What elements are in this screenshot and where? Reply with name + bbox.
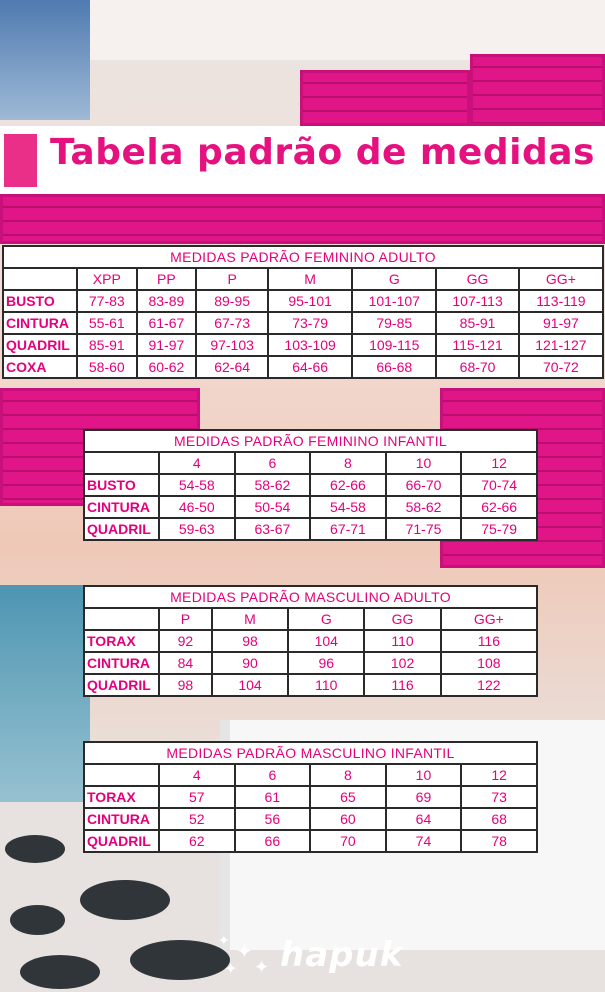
cell: 77-83	[77, 290, 137, 312]
cell: 55-61	[77, 312, 137, 334]
row-label: CINTURA	[84, 808, 159, 830]
stone	[10, 905, 65, 935]
row-label: TORAX	[84, 630, 159, 652]
table-row	[3, 312, 603, 334]
size-header: XPP	[77, 268, 137, 290]
table-row	[84, 474, 537, 496]
cell: 64-66	[268, 356, 352, 378]
cell: 68	[461, 808, 537, 830]
table-caption: MEDIDAS PADRÃO MASCULINO ADULTO	[84, 586, 537, 608]
sparkle-icon: ✦	[224, 959, 238, 978]
cell: 64	[386, 808, 462, 830]
cell: 95-101	[268, 290, 352, 312]
cell: 73-79	[268, 312, 352, 334]
cell: 97-103	[196, 334, 268, 356]
size-header-row	[84, 764, 537, 786]
cell: 110	[288, 674, 364, 696]
table-caption: MEDIDAS PADRÃO FEMININO INFANTIL	[84, 430, 537, 452]
cell: 101-107	[352, 290, 436, 312]
table-feminino-infantil	[83, 429, 538, 541]
cell: 65	[310, 786, 386, 808]
cell: 54-58	[310, 496, 386, 518]
size-header: 10	[386, 764, 462, 786]
cell: 61	[235, 786, 311, 808]
cell: 110	[364, 630, 440, 652]
size-header: 12	[461, 764, 537, 786]
size-header: 6	[235, 452, 311, 474]
sparkle-icon: ✦	[218, 933, 230, 949]
cell: 102	[364, 652, 440, 674]
table-row	[84, 808, 537, 830]
cell: 58-62	[235, 474, 311, 496]
table-row	[84, 630, 537, 652]
cell: 59-63	[159, 518, 235, 540]
cell: 75-79	[461, 518, 537, 540]
stone	[130, 940, 230, 980]
table-masculino-adulto	[83, 585, 538, 697]
cell: 91-97	[137, 334, 197, 356]
size-header: 6	[235, 764, 311, 786]
cell: 56	[235, 808, 311, 830]
brand-name: hapuk	[280, 935, 404, 975]
size-header: GG	[364, 608, 440, 630]
size-header: 10	[386, 452, 462, 474]
cell: 90	[212, 652, 288, 674]
cell: 67-73	[196, 312, 268, 334]
cell: 122	[441, 674, 537, 696]
sky-area	[0, 0, 90, 120]
cell: 58-62	[386, 496, 462, 518]
cell: 57	[159, 786, 235, 808]
row-label: BUSTO	[84, 474, 159, 496]
row-label: CINTURA	[84, 652, 159, 674]
cell: 104	[288, 630, 364, 652]
cell: 66-68	[352, 356, 436, 378]
size-header: 12	[461, 452, 537, 474]
cell: 61-67	[137, 312, 197, 334]
cell: 66	[235, 830, 311, 852]
size-header: 8	[310, 452, 386, 474]
brand-logo	[218, 933, 404, 985]
cell: 62-66	[310, 474, 386, 496]
cell: 70-74	[461, 474, 537, 496]
table-masculino-infantil	[83, 741, 538, 853]
cell: 89-95	[196, 290, 268, 312]
size-header: M	[212, 608, 288, 630]
cell: 103-109	[268, 334, 352, 356]
size-header-row	[3, 268, 603, 290]
cell: 60-62	[137, 356, 197, 378]
cell: 107-113	[436, 290, 518, 312]
cell: 92	[159, 630, 212, 652]
stone	[80, 880, 170, 920]
cell: 78	[461, 830, 537, 852]
page-title: Tabela padrão de medidas	[50, 132, 595, 173]
cell: 67-71	[310, 518, 386, 540]
size-header: GG	[436, 268, 518, 290]
cell: 58-60	[77, 356, 137, 378]
title-banner	[0, 126, 605, 194]
cell: 79-85	[352, 312, 436, 334]
cell: 73	[461, 786, 537, 808]
size-header: 8	[310, 764, 386, 786]
title-accent-block	[4, 134, 37, 187]
size-header: P	[159, 608, 212, 630]
cell: 83-89	[137, 290, 197, 312]
table-row	[3, 334, 603, 356]
cell: 70-72	[519, 356, 603, 378]
size-header: GG+	[519, 268, 603, 290]
cell: 98	[212, 630, 288, 652]
cell: 104	[212, 674, 288, 696]
cell: 66-70	[386, 474, 462, 496]
row-label: CINTURA	[3, 312, 77, 334]
row-label: QUADRIL	[84, 830, 159, 852]
size-header: P	[196, 268, 268, 290]
cell: 62	[159, 830, 235, 852]
table-row	[3, 356, 603, 378]
row-label: QUADRIL	[84, 674, 159, 696]
cell: 62-64	[196, 356, 268, 378]
cell: 116	[364, 674, 440, 696]
table-row	[84, 652, 537, 674]
table-row	[3, 290, 603, 312]
row-label: CINTURA	[84, 496, 159, 518]
row-label: QUADRIL	[3, 334, 77, 356]
size-header: G	[288, 608, 364, 630]
table-row	[84, 786, 537, 808]
cell: 71-75	[386, 518, 462, 540]
cell: 70	[310, 830, 386, 852]
cell: 52	[159, 808, 235, 830]
cell: 116	[441, 630, 537, 652]
sea-area	[0, 585, 90, 805]
cell: 108	[441, 652, 537, 674]
cell: 46-50	[159, 496, 235, 518]
table-caption: MEDIDAS PADRÃO MASCULINO INFANTIL	[84, 742, 537, 764]
cell: 121-127	[519, 334, 603, 356]
size-header: GG+	[441, 608, 537, 630]
cell: 68-70	[436, 356, 518, 378]
cell: 85-91	[436, 312, 518, 334]
row-label: COXA	[3, 356, 77, 378]
size-header: 4	[159, 452, 235, 474]
shutter-band	[0, 194, 605, 244]
row-label: BUSTO	[3, 290, 77, 312]
table-feminino-adulto	[2, 245, 604, 379]
cell: 74	[386, 830, 462, 852]
size-header: G	[352, 268, 436, 290]
shutter-top-right	[470, 54, 605, 126]
size-header: M	[268, 268, 352, 290]
size-header-row	[84, 452, 537, 474]
table-row	[84, 496, 537, 518]
cell: 50-54	[235, 496, 311, 518]
table-caption: MEDIDAS PADRÃO FEMININO ADULTO	[3, 246, 603, 268]
sparkle-icon: ✦	[254, 957, 270, 978]
sparkle-icon: ✦	[236, 939, 253, 963]
cell: 96	[288, 652, 364, 674]
cell: 63-67	[235, 518, 311, 540]
wall	[90, 0, 605, 60]
stone	[20, 955, 100, 989]
shutter-top-mid	[300, 70, 470, 126]
cell: 113-119	[519, 290, 603, 312]
cell: 98	[159, 674, 212, 696]
size-header: 4	[159, 764, 235, 786]
cell: 62-66	[461, 496, 537, 518]
table-row	[84, 674, 537, 696]
size-header-row	[84, 608, 537, 630]
cell: 85-91	[77, 334, 137, 356]
row-label: TORAX	[84, 786, 159, 808]
cell: 91-97	[519, 312, 603, 334]
table-row	[84, 830, 537, 852]
row-label: QUADRIL	[84, 518, 159, 540]
stone	[5, 835, 65, 863]
size-header: PP	[137, 268, 197, 290]
cell: 69	[386, 786, 462, 808]
cell: 54-58	[159, 474, 235, 496]
cell: 84	[159, 652, 212, 674]
cell: 60	[310, 808, 386, 830]
table-row	[84, 518, 537, 540]
cell: 109-115	[352, 334, 436, 356]
cell: 115-121	[436, 334, 518, 356]
